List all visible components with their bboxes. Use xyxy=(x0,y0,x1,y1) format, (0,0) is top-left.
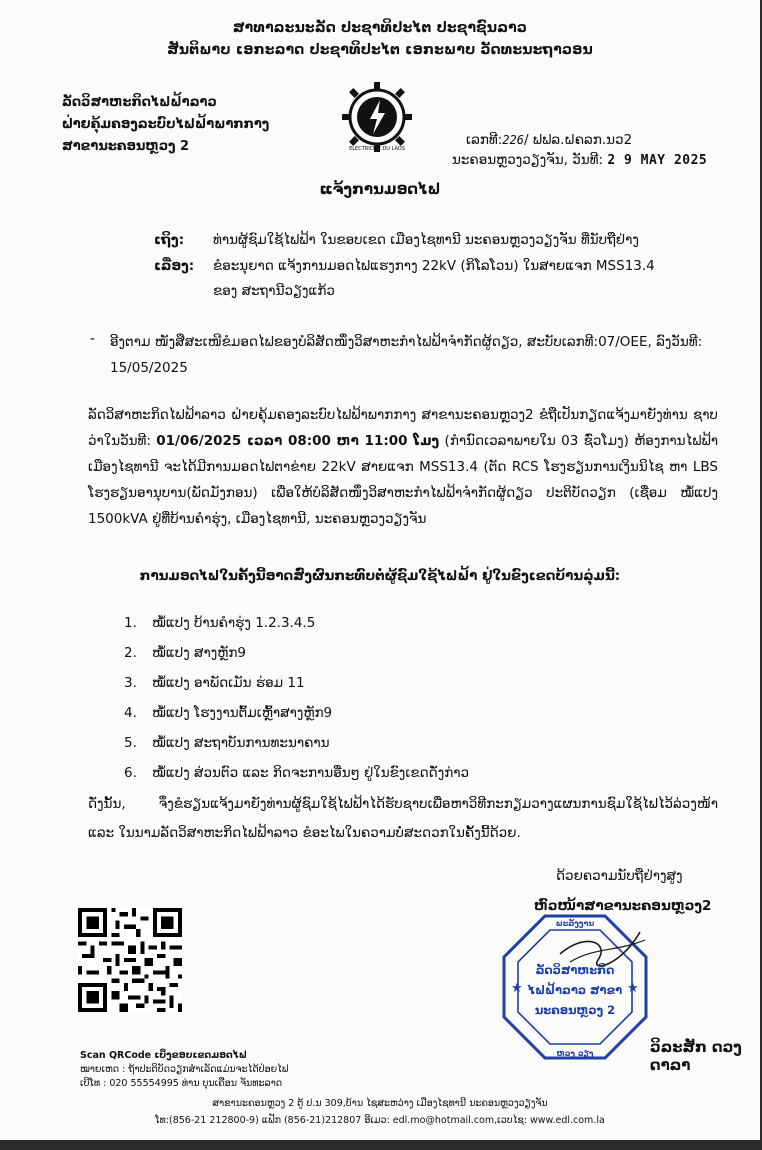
ref-number-suffix: / ຟຟລ.ຝຄລກ.ນວ2 xyxy=(523,132,633,148)
subject-line1: ຂໍອະນຸຍາດ ແຈ້ງການມອດໄຟແຮງກາງ 22kV (ກິໂລໂວນ) ໃນສາຍແຈກ MSS13.4 xyxy=(213,258,655,274)
list-item: 5. ໝໍ້ແປງ ສະຖາບັນການທະນາຄານ xyxy=(124,735,330,751)
document-title: ແຈ້ງການມອດໄຟ xyxy=(319,180,441,198)
qr-caption: Scan QRCode ເບິ່ງຂອບເຂດມອດໄຟ xyxy=(80,1050,247,1061)
closing-paragraph: ດັ່ງນັ້ນ, ຈຶ່ງຂໍຮຽນແຈ້ງມາຍັງທ່ານຜູ້ຊົມໃຊ້ໄຟຟ້າໄດ້ຮັບຊາບເພື່ອຫາວິທີກະກຽມວາງແຜນການຊົມໃຊ້ໄຟໄວ້ລ່ວງໜ້າ ແລະ ໃນນາມລັດວິສາຫະກິດໄຟຟ້າລາວ ຂໍອະໄພໃນຄວາມບໍ່ສະດວກໃນຄັ້ງນີ້ດ້ວຍ. xyxy=(88,796,718,841)
photo-background-edge xyxy=(0,1140,762,1150)
official-stamp xyxy=(500,912,650,1062)
list-item: 1. ໝໍ້ແປງ ບ້ານຄຳຮຸ່ງ 1.2.3.4.5 xyxy=(124,615,316,631)
subject-label: ເລື່ອງ: xyxy=(154,258,195,274)
signatory-name: ວິລະສັກ ດວງດາລາ xyxy=(650,1038,742,1074)
list-item: 4. ໝໍ້ແປງ ໂຮງງານຕົ້ມເຫຼົ້າສາງຫຼັກ9 xyxy=(124,705,333,721)
stamp-line3: ນະຄອນຫຼວງ 2 xyxy=(534,1003,616,1017)
stamp-star-right: ★ xyxy=(627,981,639,996)
list-item: 3. ໝໍ້ແປງ ອາພັດເມັນ ຮ່ອມ 11 xyxy=(124,675,305,691)
ref-date-prefix: ນະຄອນຫຼວງວຽງຈັນ, ວັນທີ: xyxy=(452,152,604,168)
regards-text: ດ້ວຍຄວາມນັບຖືຢ່າງສູງ xyxy=(556,868,683,884)
affected-list xyxy=(124,608,469,788)
org-name-line2: ຝ່າຍຄຸ້ມຄອງລະບົບໄຟຟ້າພາກກາງ xyxy=(62,117,270,132)
ref-number-prefix: ເລກທີ: xyxy=(466,132,503,148)
body-paragraph xyxy=(88,402,718,532)
stamp-bottom-text: ຫຼວງ ວຽງ xyxy=(556,1049,594,1058)
to-label: ເຖິງ: xyxy=(154,232,185,248)
national-header-line1: ສາທາລະນະລັດ ປະຊາທິປະໄຕ ປະຊາຊົນລາວ xyxy=(232,20,528,36)
list-item: 2. ໝໍ້ແປງ ສາງຫຼັກ9 xyxy=(124,645,246,661)
reference-date xyxy=(452,152,707,168)
reference-note: ອີງຕາມ ໜັງສືສະເໜີຂໍມອດໄຟຂອງບໍລິສັດໜຶ່ງວິສາຫະກຳໄຟຟ້າຈຳກັດຜູ້ດຽວ, ສະບັບເລກທີ:07/OEE, ລົງວັນທີ: 15/05/2025 xyxy=(110,334,703,376)
footer-address: ສາຂານະຄອນຫຼວງ 2 ຕູ້ ປ.ນ 309,ບ້ານ ໄຊສະຫວ່າງ ເມືອງໄຊທານີ ນະຄອນຫຼວງວຽງຈັນ xyxy=(212,1098,548,1109)
reference-bullet: - xyxy=(90,331,96,347)
edl-logo xyxy=(340,80,414,154)
national-header-line2: ສັນຕິພາບ ເອກະລາດ ປະຊາທິປະໄຕ ເອກະພາບ ວັດທະນະຖາວອນ xyxy=(167,42,593,58)
org-name-line3: ສາຂານະຄອນຫຼວງ 2 xyxy=(62,139,190,154)
org-name-line1: ລັດວິສາຫະກິດໄຟຟ້າລາວ xyxy=(62,95,217,110)
ref-date-stamp: 2 9 MAY 2025 xyxy=(607,153,708,168)
stamp-line1: ລັດວິສາຫະກິດ xyxy=(535,963,615,977)
qr-note: ໝາຍເຫດ : ຖ້າປະຕິບັດວຽກສຳເລັດແມ່ນຈະໄດ້ປ່ອຍໄຟ xyxy=(80,1064,289,1075)
list-item: 6. ໝໍ້ແປງ ສ່ວນຕົວ ແລະ ກິດຈະການອື່ນໆ ຢູ່ໃນຂົງເຂດດັ່ງກ່າວ xyxy=(124,765,470,781)
to-text: ທ່ານຜູ້ຊົມໃຊ້ໄຟຟ້າ ໃນຂອບເຂດ ເມືອງໄຊທານີ ນະຄອນຫຼວງວຽງຈັນ ທີ່ນັບຖືຢ່າງ xyxy=(213,232,639,248)
outage-date-time: 01/06/2025 ເວລາ 08:00 ຫາ 11:00 ໂມງ xyxy=(156,433,440,449)
stamp-line2: ໄຟຟ້າລາວ ສາຂາ xyxy=(527,983,623,997)
signatory-title: ຫົວໜ້າສາຂານະຄອນຫຼວງ2 xyxy=(534,898,712,914)
stamp-top-text: ພະລັງງານ xyxy=(555,919,595,928)
stamp-star-left: ★ xyxy=(511,981,523,996)
ref-number-handwritten: 226 xyxy=(502,133,524,147)
reference-number xyxy=(466,132,632,148)
subject-line2: ຂອງ ສະຖານີວຽງແກ້ວ xyxy=(213,283,335,299)
affected-heading: ການມອດໄຟໃນຄັ້ງນີ້ອາດສົ່ງຜົນກະທົບຕໍ່ຜູ້ຊົມໃຊ້ໄຟຟ້າ ຢູ່ໃນຂົງເຂດບ້ານລຸ່ມນີ້: xyxy=(139,568,621,584)
logo-text: ELECTRICITE DU LAOS xyxy=(349,146,405,152)
body-part2: (ກຳນົດເວລາພາຍໃນ 03 ຊົ່ວໂມງ) ຫ້ອງການໄຟຟ້າ ເມືອງໄຊທານີ ຈະໄດ້ມີການມອດໄຟຕາຂ່າຍ 22kV ສາຍແຈກ MSS13.4 (ຕັດ RCS ໂຮງຮຽນການເງິນນິໄຊ ຫາ LBS ໂຮງຮຽນອານຸບານ(ພັດມັງກອນ) ເພື່ອໃຫ້ບໍລິສັດໜຶ່ງວິສາຫະກຳໄຟຟ້າຈຳກັດຜູ້ດຽວ ປະຕິບັດວຽກ (ເຊື່ອມ ໝໍ້ແປງ 1500kVA ຢູ່ທີ່ບ້ານຄຳຮຸ່ງ, ເມືອງໄຊທານີ, ນະຄອນຫຼວງວຽງຈັນ xyxy=(88,433,719,527)
qr-contact: ເບີໂທ : 020 55554995 ທ່ານ ບຸນເຄືອນ ຈັນທະລາດ xyxy=(80,1078,283,1089)
body-part1: ລັດວິສາຫະກິດໄຟຟ້າລາວ ຝ່າຍຄຸ້ມຄອງລະບົບໄຟຟ້າພາກກາງ ສາຂານະຄອນຫຼວງ2 ຂໍຖືເປັນກຽດແຈ້ງມາຍັງທ່ານ ຊາບວ່າໃນວັນທີ: xyxy=(88,407,718,449)
qr-code[interactable] xyxy=(78,908,182,1012)
footer-contact: ໂທ:(856-21 212800-9) ແຟັກ (856-21)212807 ອີເມວ: edl.mo@hotmail.com,ເວບໄຊ: www.edl.com.la xyxy=(155,1115,605,1126)
